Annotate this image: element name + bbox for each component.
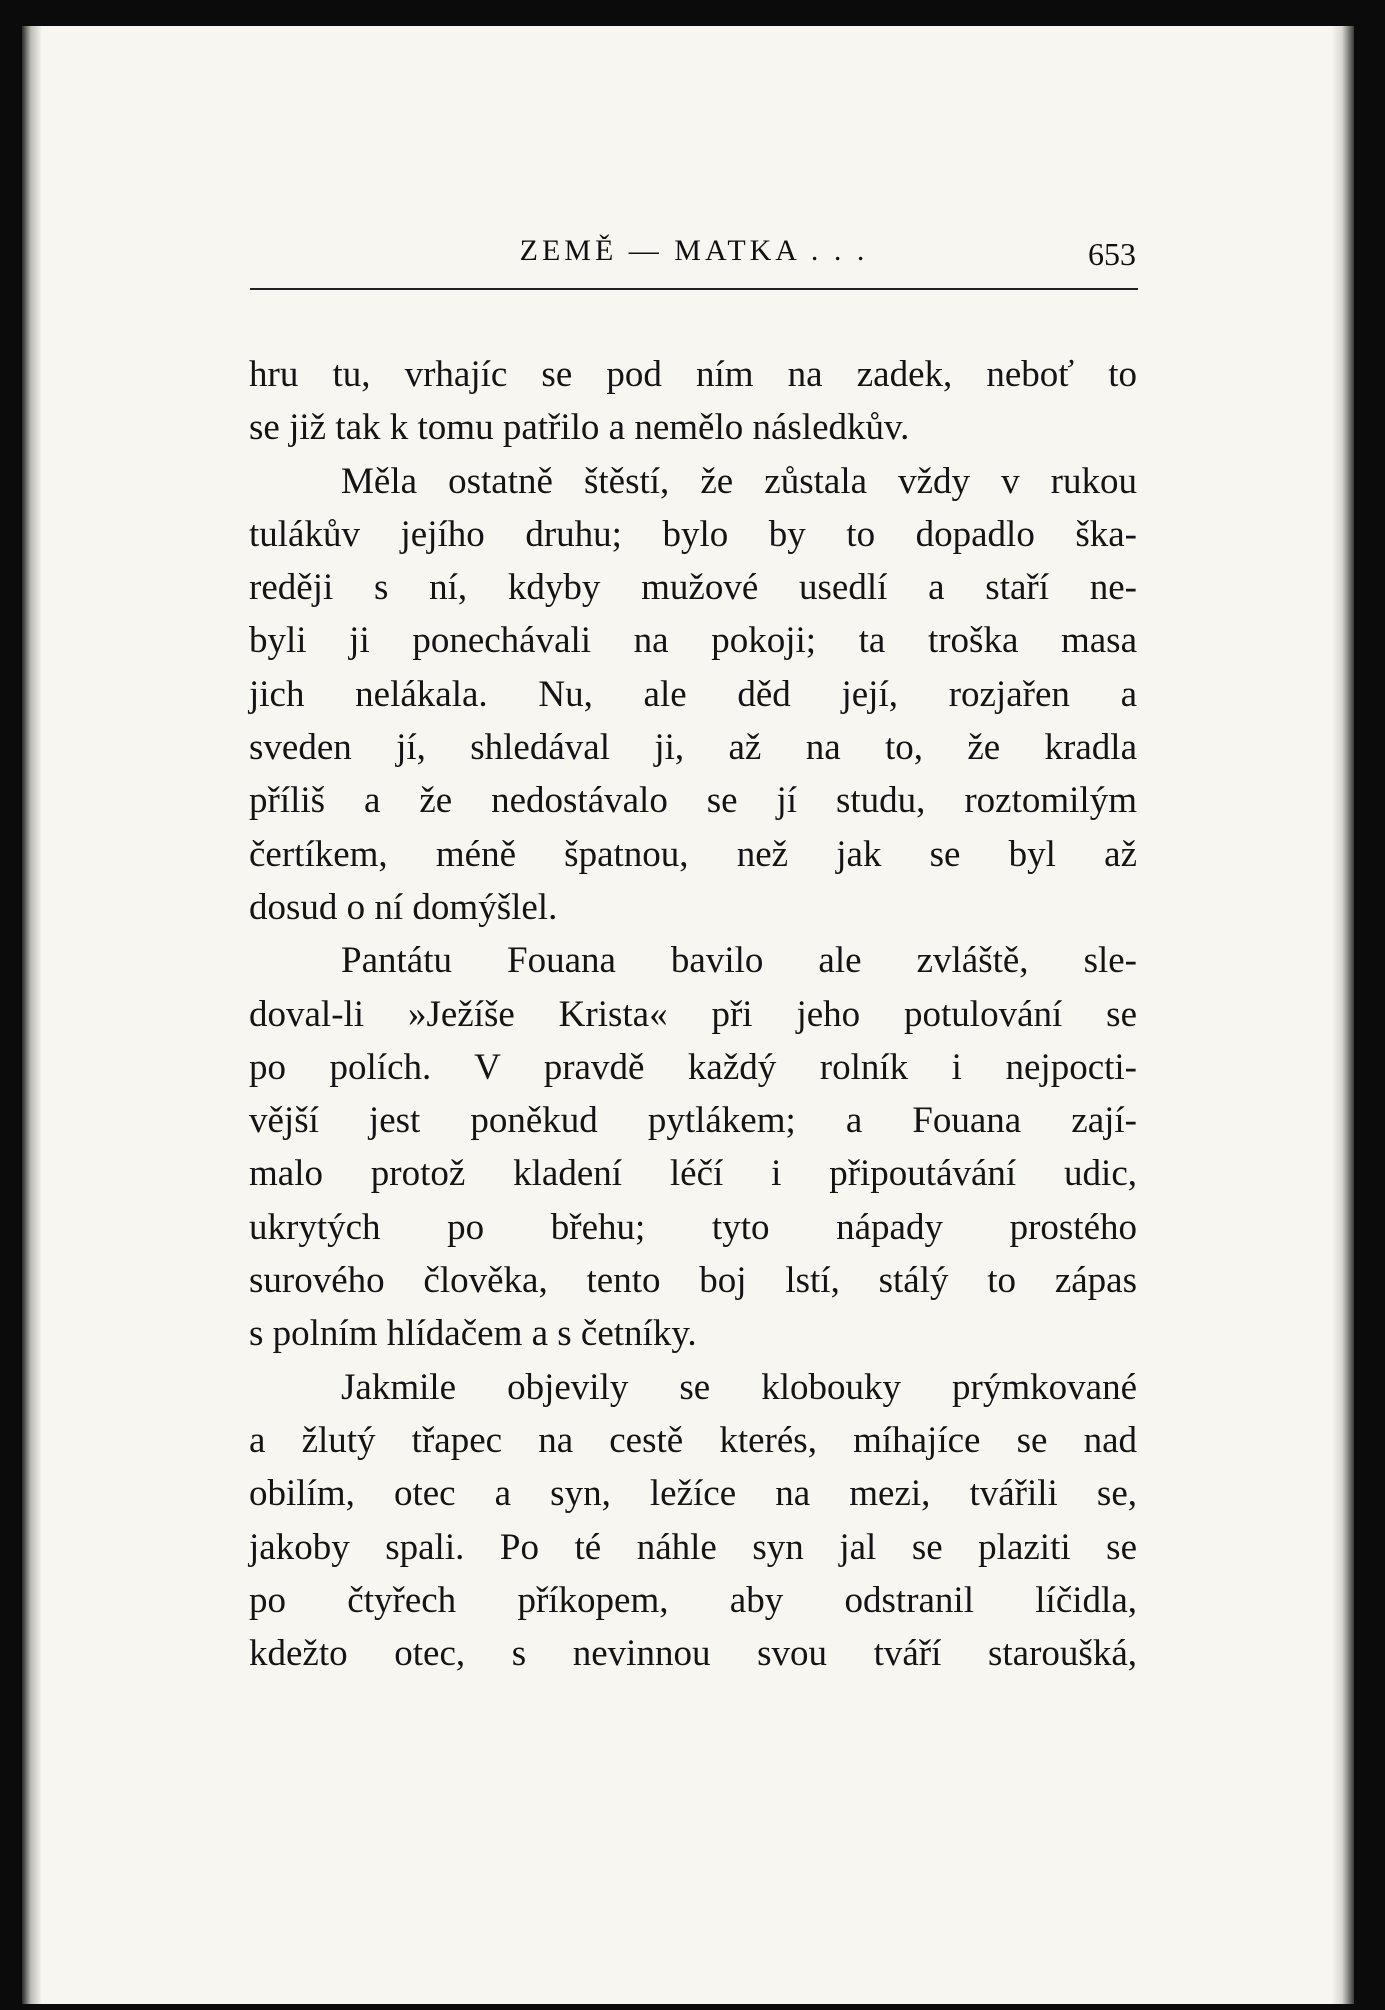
text-line: a žlutý třapec na cestě kterés, míhajíce se nad (249, 1419, 1137, 1461)
text-line: Měla ostatně štěstí, že zůstala vždy v rukou (341, 460, 1137, 502)
text-line: po polích. V pravdě každý rolník i nejpocti- (249, 1046, 1137, 1088)
running-head (250, 218, 1138, 290)
text-line: reději s ní, kdyby mužové usedlí a staří ne- (249, 567, 1137, 609)
text-line: Jakmile objevily se klobouky prýmkované (341, 1366, 1137, 1408)
text-line: vější jest poněkud pytlákem; a Fouana zají- (249, 1100, 1137, 1142)
running-title: ZEMĚ — MATKA . . . (519, 234, 869, 267)
text-line: Pantátu Fouana bavilo ale zvláště, sle- (341, 940, 1137, 982)
text-line: doval-li »Ježíše Krista« při jeho potulování se (249, 993, 1137, 1035)
text-line: po čtyřech příkopem, aby odstranil líčidla, (249, 1579, 1137, 1621)
text-line: s polním hlídačem a s četníky. (249, 1313, 697, 1355)
text-line: jich nelákala. Nu, ale děd její, rozjařen a (249, 673, 1137, 715)
text-line: byli ji ponechávali na pokoji; ta troška masa (249, 620, 1137, 662)
text-line: hru tu, vrhajíc se pod ním na zadek, neboť to (249, 354, 1137, 395)
text-line: dosud o ní domýšlel. (249, 886, 558, 928)
body-text (249, 348, 1137, 1680)
text-line: příliš a že nedostávalo se jí studu, roztomilým (249, 780, 1137, 822)
page-right-edge (1332, 26, 1354, 2004)
book-page (22, 26, 1354, 2004)
text-line: malo protož kladení léčí i připoutávání udic, (249, 1153, 1137, 1195)
text-line: ukrytých po břehu; tyto nápady prostého (249, 1206, 1137, 1248)
text-line: surového člověka, tento boj lstí, stálý to zápas (249, 1260, 1137, 1302)
text-line: jakoby spali. Po té náhle syn jal se plaziti se (249, 1526, 1137, 1568)
page-left-edge (22, 26, 42, 2004)
text-line: tulákův jejího druhu; bylo by to dopadlo ška- (249, 513, 1137, 555)
text-line: čertíkem, méně špatnou, než jak se byl až (249, 833, 1137, 875)
text-line: obilím, otec a syn, ležíce na mezi, tvářili se, (249, 1473, 1137, 1515)
text-line: sveden jí, shledával ji, až na to, že kradla (249, 727, 1137, 769)
text-line: kdežto otec, s nevinnou svou tváří staroušká, (249, 1633, 1137, 1675)
page-number: 653 (1088, 236, 1136, 272)
text-line: se již tak k tomu patřilo a nemělo následkův. (249, 407, 910, 449)
